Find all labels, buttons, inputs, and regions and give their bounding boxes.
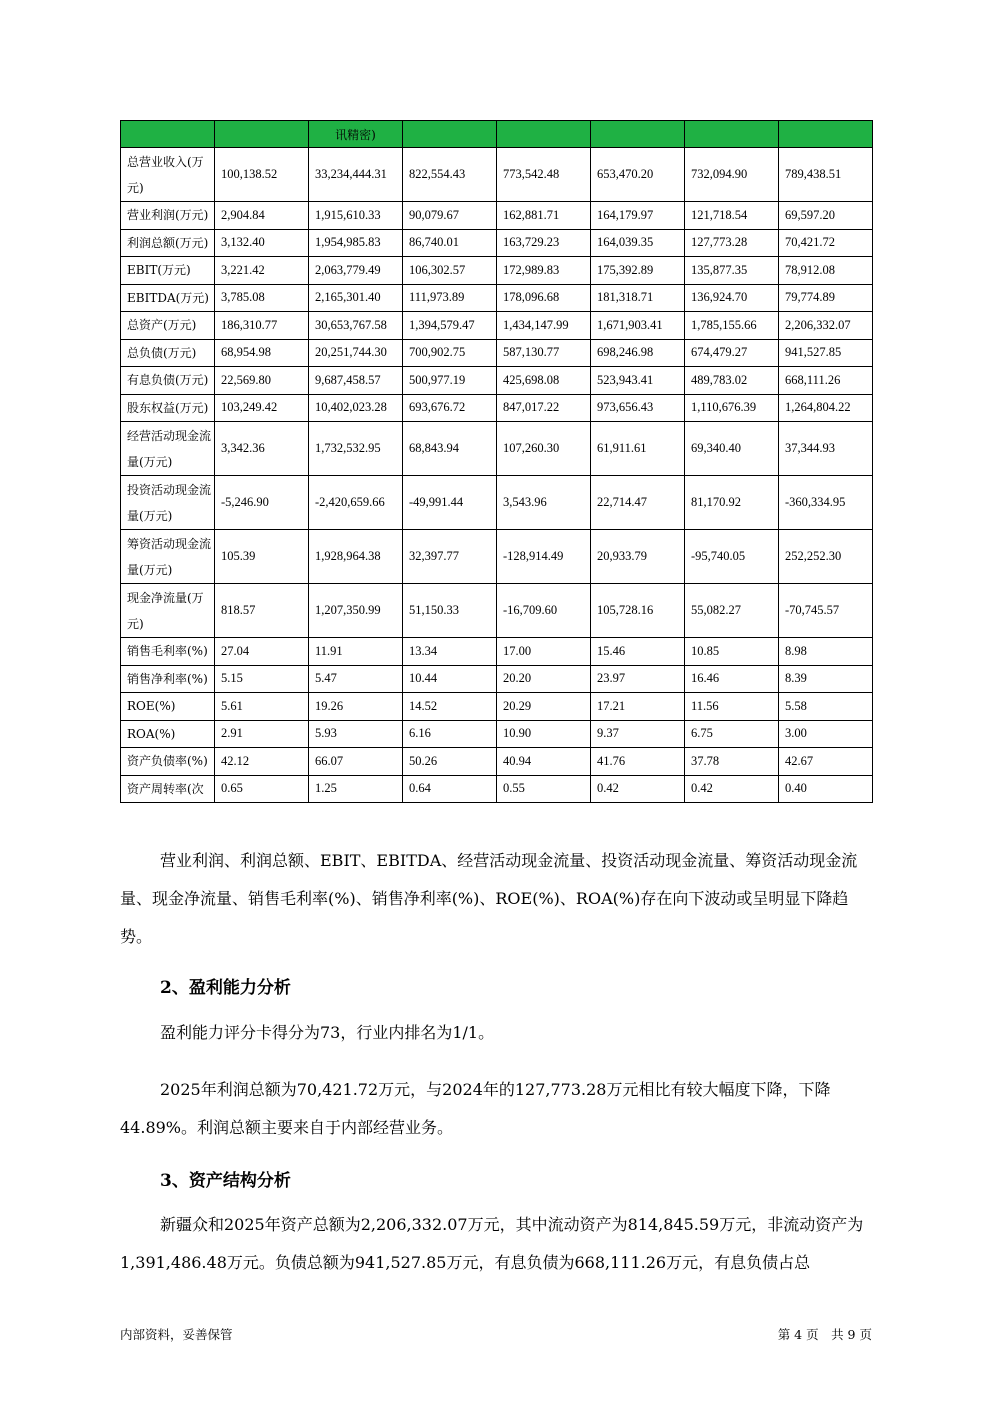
header-cell (215, 121, 309, 148)
table-cell: 5.47 (309, 665, 403, 693)
table-cell: 181,318.71 (591, 284, 685, 312)
table-cell: 136,924.70 (685, 284, 779, 312)
row-label: 股东权益(万元) (121, 394, 215, 422)
header-cell (497, 121, 591, 148)
table-cell: 11.56 (685, 693, 779, 721)
section-2-score: 盈利能力评分卡得分为73，行业内排名为1/1。 (160, 1023, 495, 1042)
table-cell: 587,130.77 (497, 339, 591, 367)
table-cell: 822,554.43 (403, 148, 497, 202)
table-cell: 252,252.30 (779, 530, 873, 584)
row-label: 总负债(万元) (121, 339, 215, 367)
table-cell: 22,714.47 (591, 476, 685, 530)
table-cell: 68,843.94 (403, 422, 497, 476)
table-cell: 15.46 (591, 638, 685, 666)
table-cell: 10.90 (497, 720, 591, 748)
table-cell: 107,260.30 (497, 422, 591, 476)
table-cell: 100,138.52 (215, 148, 309, 202)
table-row (121, 394, 873, 422)
table-cell: 51,150.33 (403, 584, 497, 638)
table-cell: 0.42 (591, 775, 685, 803)
table-cell: 0.64 (403, 775, 497, 803)
table-cell: 90,079.67 (403, 202, 497, 230)
table-cell: -70,745.57 (779, 584, 873, 638)
table-cell: 8.98 (779, 638, 873, 666)
table-cell: 10.44 (403, 665, 497, 693)
row-label: ROE(%) (121, 693, 215, 721)
table-cell: 5.15 (215, 665, 309, 693)
table-cell: 1,434,147.99 (497, 312, 591, 340)
table-cell: 16.46 (685, 665, 779, 693)
table-row (121, 665, 873, 693)
table-cell: 163,729.23 (497, 229, 591, 257)
row-label: 总营业收入(万元) (121, 148, 215, 202)
table-cell: 3,132.40 (215, 229, 309, 257)
table-cell: 489,783.02 (685, 367, 779, 395)
table-cell: 2,904.84 (215, 202, 309, 230)
table-cell: 1,928,964.38 (309, 530, 403, 584)
table-cell: 700,902.75 (403, 339, 497, 367)
table-cell: 164,039.35 (591, 229, 685, 257)
table-cell: 1,394,579.47 (403, 312, 497, 340)
header-cell (685, 121, 779, 148)
row-label: 经营活动现金流量(万元) (121, 422, 215, 476)
table-cell: 86,740.01 (403, 229, 497, 257)
table-cell: 693,676.72 (403, 394, 497, 422)
row-label: 投资活动现金流量(万元) (121, 476, 215, 530)
table-cell: 773,542.48 (497, 148, 591, 202)
table-cell: 69,597.20 (779, 202, 873, 230)
table-cell: 5.61 (215, 693, 309, 721)
table-cell: 17.21 (591, 693, 685, 721)
table-cell: 121,718.54 (685, 202, 779, 230)
table-cell: 81,170.92 (685, 476, 779, 530)
table-cell: 6.16 (403, 720, 497, 748)
header-cell: 讯精密) (309, 121, 403, 148)
table-row (121, 148, 873, 202)
table-cell: 42.67 (779, 748, 873, 776)
table-cell: 162,881.71 (497, 202, 591, 230)
table-cell: 20.20 (497, 665, 591, 693)
table-cell: 175,392.89 (591, 257, 685, 285)
table-cell: 1,954,985.83 (309, 229, 403, 257)
table-cell: 178,096.68 (497, 284, 591, 312)
table-cell: 1.25 (309, 775, 403, 803)
table-cell: 3,221.42 (215, 257, 309, 285)
row-label: 资产周转率(次 (121, 775, 215, 803)
table-cell: 973,656.43 (591, 394, 685, 422)
table-cell: 1,671,903.41 (591, 312, 685, 340)
table-cell: 20,933.79 (591, 530, 685, 584)
table-cell: 127,773.28 (685, 229, 779, 257)
table-cell: 66.07 (309, 748, 403, 776)
row-label: 销售净利率(%) (121, 665, 215, 693)
table-cell: 668,111.26 (779, 367, 873, 395)
table-row (121, 720, 873, 748)
table-cell: 27.04 (215, 638, 309, 666)
table-row (121, 638, 873, 666)
row-label: EBITDA(万元) (121, 284, 215, 312)
table-cell: 103,249.42 (215, 394, 309, 422)
table-cell: 79,774.89 (779, 284, 873, 312)
table-cell: 135,877.35 (685, 257, 779, 285)
table-cell: 23.97 (591, 665, 685, 693)
table-cell: 0.65 (215, 775, 309, 803)
table-cell: 5.58 (779, 693, 873, 721)
header-cell (591, 121, 685, 148)
table-row (121, 312, 873, 340)
table-cell: 13.34 (403, 638, 497, 666)
row-label: ROA(%) (121, 720, 215, 748)
table-cell: 789,438.51 (779, 148, 873, 202)
table-cell: 11.91 (309, 638, 403, 666)
table-cell: 9,687,458.57 (309, 367, 403, 395)
section-3-heading: 3、资产结构分析 (160, 1171, 291, 1191)
section-2-heading: 2、盈利能力分析 (160, 978, 291, 998)
table-cell: 1,264,804.22 (779, 394, 873, 422)
table-row (121, 748, 873, 776)
table-cell: 111,973.89 (403, 284, 497, 312)
table-cell: 1,785,155.66 (685, 312, 779, 340)
table-row (121, 229, 873, 257)
table-cell: 2,165,301.40 (309, 284, 403, 312)
table-row (121, 202, 873, 230)
table-cell: 20.29 (497, 693, 591, 721)
table-cell: 1,110,676.39 (685, 394, 779, 422)
table-cell: 105,728.16 (591, 584, 685, 638)
table-cell: 37.78 (685, 748, 779, 776)
table-header-row (121, 121, 873, 148)
row-label: 营业利润(万元) (121, 202, 215, 230)
table-row (121, 530, 873, 584)
table-cell: 37,344.93 (779, 422, 873, 476)
table-cell: -49,991.44 (403, 476, 497, 530)
table-cell: 20,251,744.30 (309, 339, 403, 367)
table-cell: 164,179.97 (591, 202, 685, 230)
footer-confidential: 内部资料，妥善保管 (120, 1327, 233, 1342)
row-label: 现金净流量(万元) (121, 584, 215, 638)
table-cell: 33,234,444.31 (309, 148, 403, 202)
table-row (121, 693, 873, 721)
header-cell (121, 121, 215, 148)
section-2-profit: 2025年利润总额为70,421.72万元，与2024年的127,773.28万元相比有较大幅度下降，下降44.89%。利润总额主要来自于内部经营业务。 (120, 1080, 831, 1137)
table-row (121, 339, 873, 367)
table-cell: 8.39 (779, 665, 873, 693)
table-cell: 2.91 (215, 720, 309, 748)
table-cell: 3,342.36 (215, 422, 309, 476)
table-cell: 2,206,332.07 (779, 312, 873, 340)
row-label: 总资产(万元) (121, 312, 215, 340)
table-cell: 17.00 (497, 638, 591, 666)
financial-table (120, 120, 873, 803)
table-cell: 106,302.57 (403, 257, 497, 285)
table-cell: 186,310.77 (215, 312, 309, 340)
table-cell: -128,914.49 (497, 530, 591, 584)
table-cell: 42.12 (215, 748, 309, 776)
table-cell: 6.75 (685, 720, 779, 748)
table-cell: 50.26 (403, 748, 497, 776)
table-cell: 3.00 (779, 720, 873, 748)
table-cell: -360,334.95 (779, 476, 873, 530)
section-3-assets: 新疆众和2025年资产总额为2,206,332.07万元，其中流动资产为814,845.59万元，非流动资产为1,391,486.48万元。负债总额为941,527.85万元，有息负债为668,111.26万元，有息负债占总 (120, 1215, 864, 1272)
table-cell: 1,915,610.33 (309, 202, 403, 230)
table-cell: 55,082.27 (685, 584, 779, 638)
table-row (121, 284, 873, 312)
table-cell: 10.85 (685, 638, 779, 666)
table-row (121, 422, 873, 476)
header-cell (779, 121, 873, 148)
table-cell: 30,653,767.58 (309, 312, 403, 340)
table-cell: 40.94 (497, 748, 591, 776)
table-cell: 653,470.20 (591, 148, 685, 202)
table-cell: 68,954.98 (215, 339, 309, 367)
row-label: 利润总额(万元) (121, 229, 215, 257)
table-row (121, 584, 873, 638)
table-cell: 732,094.90 (685, 148, 779, 202)
table-cell: 105.39 (215, 530, 309, 584)
table-cell: 0.40 (779, 775, 873, 803)
table-cell: 0.42 (685, 775, 779, 803)
table-cell: -16,709.60 (497, 584, 591, 638)
table-cell: 61,911.61 (591, 422, 685, 476)
table-cell: -5,246.90 (215, 476, 309, 530)
table-cell: 22,569.80 (215, 367, 309, 395)
row-label: 筹资活动现金流量(万元) (121, 530, 215, 584)
table-cell: 3,785.08 (215, 284, 309, 312)
table-cell: 10,402,023.28 (309, 394, 403, 422)
table-cell: 32,397.77 (403, 530, 497, 584)
table-cell: 2,063,779.49 (309, 257, 403, 285)
table-cell: -2,420,659.66 (309, 476, 403, 530)
row-label: 销售毛利率(%) (121, 638, 215, 666)
table-cell: 941,527.85 (779, 339, 873, 367)
table-cell: 9.37 (591, 720, 685, 748)
table-cell: 19.26 (309, 693, 403, 721)
table-row (121, 257, 873, 285)
table-cell: 41.76 (591, 748, 685, 776)
table-cell: 69,340.40 (685, 422, 779, 476)
trend-paragraph: 营业利润、利润总额、EBIT、EBITDA、经营活动现金流量、投资活动现金流量、筹资活动现金流量、现金净流量、销售毛利率(%)、销售净利率(%)、ROE(%)、ROA(%)存在向下波动或呈明显下降趋势。 (120, 851, 858, 946)
row-label: EBIT(万元) (121, 257, 215, 285)
table-cell: 14.52 (403, 693, 497, 721)
table-cell: 5.93 (309, 720, 403, 748)
table-cell: 0.55 (497, 775, 591, 803)
table-cell: 523,943.41 (591, 367, 685, 395)
table-cell: 70,421.72 (779, 229, 873, 257)
table-cell: 847,017.22 (497, 394, 591, 422)
table-cell: 172,989.83 (497, 257, 591, 285)
table-cell: 674,479.27 (685, 339, 779, 367)
table-cell: 3,543.96 (497, 476, 591, 530)
header-cell (403, 121, 497, 148)
table-cell: 1,732,532.95 (309, 422, 403, 476)
table-body (121, 121, 873, 803)
table-cell: 500,977.19 (403, 367, 497, 395)
table-cell: -95,740.05 (685, 530, 779, 584)
row-label: 资产负债率(%) (121, 748, 215, 776)
table-cell: 818.57 (215, 584, 309, 638)
table-row (121, 367, 873, 395)
row-label: 有息负债(万元) (121, 367, 215, 395)
table-row (121, 775, 873, 803)
table-cell: 698,246.98 (591, 339, 685, 367)
table-row (121, 476, 873, 530)
table-cell: 1,207,350.99 (309, 584, 403, 638)
table-cell: 78,912.08 (779, 257, 873, 285)
footer-page-number: 第 4 页 共 9 页 (777, 1327, 872, 1342)
table-cell: 425,698.08 (497, 367, 591, 395)
